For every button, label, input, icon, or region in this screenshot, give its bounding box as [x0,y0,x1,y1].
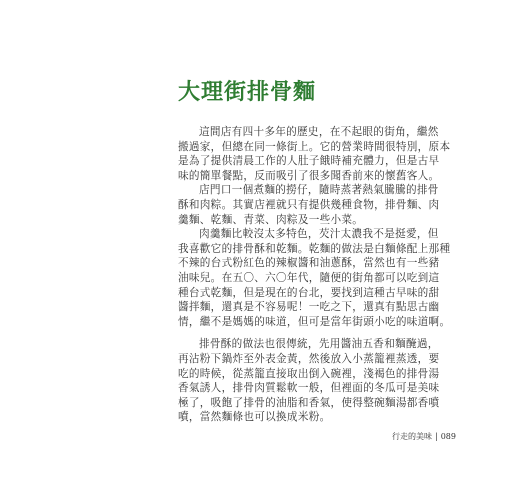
paragraph-line: 不辣的台式粉紅色的辣椒醬和油蔥酥，當然也有一些豬 [178,257,440,270]
paragraph-2 [178,183,440,227]
paragraph-line: 是為了提供清晨工作的人肚子餓時補充體力，但是古早 [178,155,440,168]
paragraph-line: 再沾粉下鍋炸至外表金黃，然後放入小蒸籠裡蒸透，要 [178,352,440,365]
page-footer [392,432,456,442]
paragraph-line: 油味兒。在五〇、六〇年代，隨便的街角都可以吃到這 [178,271,440,284]
paragraph-line: 情，繼不是媽媽的味道，但可是當年街頭小吃的味道啊。 [178,315,451,328]
paragraph-line: 吃的時候，從蒸籠直接取出倒入碗裡，淺褐色的排骨湯 [178,367,440,380]
paragraph-line: 酥和肉粽。其實店裡就只有提供幾種食物，排骨麵、肉 [178,198,440,211]
paragraph-line: 店門口一個煮麵的撈仔，隨時蒸著熱氣騰騰的排骨 [199,184,439,197]
paragraph-line: 香氣誘人，排骨肉質鬆軟一般，但裡面的冬瓜可是美味 [178,382,440,395]
paragraph-line: 極了，吸飽了排骨的油脂和香氣，使得整碗麵湯都香噴 [178,396,440,409]
paragraph-line: 排骨酥的做法也很傳統，先用醬油五香和麵醃過， [199,338,439,351]
paragraph-1 [178,125,451,183]
page-number: 089 [440,432,456,441]
paragraph-line: 味的簡單餐點，反而吸引了很多聞香前來的懷舊客人。 [178,169,440,182]
paragraph-line: 搬過家，但總在同一條街上。它的營業時間很特別，原本 [178,140,451,153]
article-title: 大理街排骨麵 [178,78,317,105]
paragraph-line: 噴，當然麵條也可以換成米粉。 [178,411,331,424]
paragraph-line: 我喜歡它的排骨酥和乾麵。乾麵的做法是白麵條配上那種 [178,242,451,255]
article-body [178,125,451,425]
paragraph-line: 醬拌麵，還真是不容易呢！一吃之下，還真有點思古幽 [178,301,440,314]
paragraph-line: 羹麵、乾麵、青菜、肉粽及一些小菜。 [178,213,364,226]
footer-separator: | [435,432,438,441]
paragraph-3 [178,227,451,329]
book-title: 行走的美味 [392,432,433,441]
paragraph-line: 種台式乾麵，但是現在的台北，要找到這種古早味的甜 [178,286,440,299]
paragraph-4 [178,337,440,425]
paragraph-line: 這間店有四十多年的歷史，在不起眼的街角，繼然 [199,126,439,138]
paragraph-line: 肉羹麵比較沒太多特色，芡汁太濃我不是挺愛，但 [199,228,439,241]
